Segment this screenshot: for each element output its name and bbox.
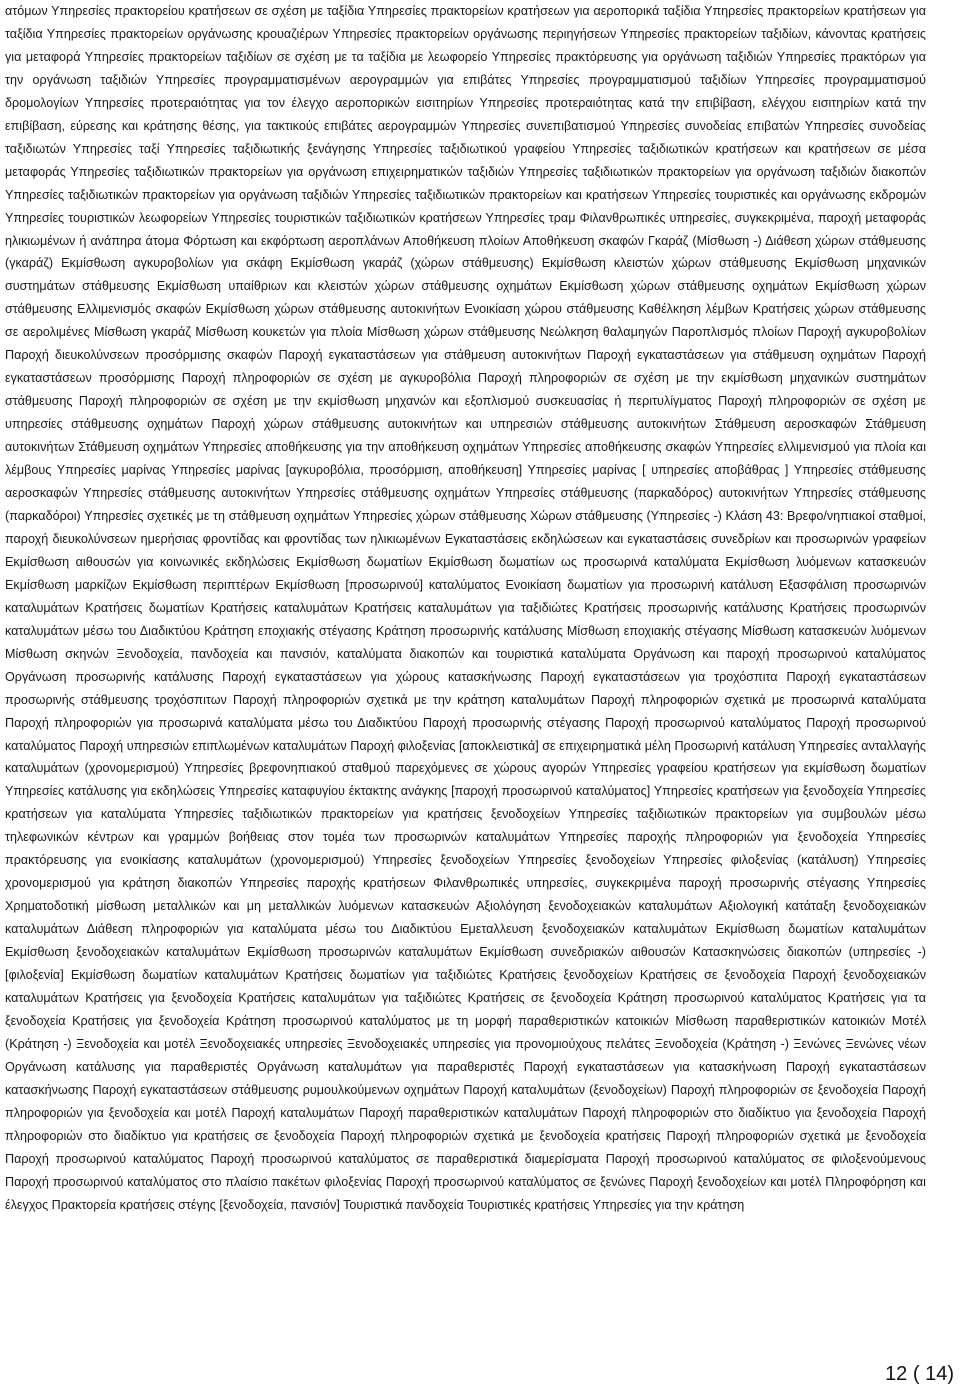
body-paragraph: ατόμων Υπηρεσίες πρακτορείου κρατήσεων σε σχέση με ταξίδια Υπηρεσίες πρακτορείων κρατήσεων για αεροπορικά ταξίδια Υπηρεσίες πρακτορείων κρατήσεων για ταξίδια Υπηρεσίες πρακτορείων οργάνωσης κρουαζιέρων Υπηρεσίες πρακτορείων οργάνωσης περιηγήσεων Υπηρεσίες πρακτορείων ταξιδίων, κάνοντας κρατήσεις για μεταφορά Υπηρεσίες πρακτορείων ταξιδίων σε σχέση με τα ταξίδια με λεωφορείο Υπηρεσίες πρακτόρευσης για οργάνωση ταξιδιών Υπηρεσίες πρακτόρων για την οργάνωση ταξιδιών Υπηρεσίες προγραμματισμένων αερογραμμών για επιβάτες Υπηρεσίες προγραμματισμού ταξιδίων Υπηρεσίες προγραμματισμού δρομολογίων Υπηρεσίες προτεραιότητας για τον έλεγχο αεροπορικών εισιτηρίων Υπηρεσίες προτεραιότητας κατά την επιβίβαση, ελέγχου εισιτηρίων κατά την επιβίβαση, εύρεσης και κράτησης θέσης, για τακτικούς επιβάτες αερογραμμών Υπηρεσίες συνεπιβατισμού Υπηρεσίες συνοδείας επιβατών Υπηρεσίες συνοδείας ταξιδιωτών Υπηρεσίες ταξί Υπηρεσίες ταξιδιωτικής ξενάγησης Υπηρεσίες ταξιδιωτικού γραφείου Υπηρεσίες ταξιδιωτικών κρατήσεων και κρατήσεων σε μέσα μεταφοράς Υπηρεσίες ταξιδιωτικών πρακτορείων για οργάνωση επιχειρηματικών ταξιδιών Υπηρεσίες ταξιδιωτικών πρακτορείων για οργάνωση ταξιδιών διακοπών Υπηρεσίες ταξιδιωτικών πρακτορείων για οργάνωση ταξιδιών Υπηρεσίες ταξιδιωτικών πρακτορείων και κρατήσεων Υπηρεσίες τουριστικές και οργάνωσης εκδρομών Υπηρεσίες τουριστικών λεωφορείων Υπηρεσίες τουριστικών ταξιδιωτικών κρατήσεων Υπηρεσίες τραμ Φιλανθρωπικές υπηρεσίες, συγκεκριμένα, παροχή μεταφοράς ηλικιωμένων ή ανάπηρα άτομα Φόρτωση και εκφόρτωση αεροπλάνων Αποθήκευση πλοίων Αποθήκευση σκαφών Γκαράζ (Μίσθωση -) Διάθεση χώρων στάθμευσης (γκαράζ) Εκμίσθωση αγκυροβολίων για σκάφη Εκμίσθωση γκαράζ (χώρων στάθμευσης) Εκμίσθωση κλειστών χώρων στάθμευσης Εκμίσθωση μηχανικών συστημάτων στάθμευσης Εκμίσθωση υπαίθριων και κλειστών χώρων στάθμευσης οχημάτων Εκμίσθωση χώρων στάθμευσης οχημάτων Εκμίσθωση χώρων στάθμευσης Ελλιμενισμός σκαφών Εκμίσθωση χώρων στάθμευσης αυτοκινήτων Ενοικίαση χώρου στάθμευσης Καθέλκηση λέμβων Κρατήσεις χώρων στάθμευσης σε αερολιμένες Μίσθωση γκαράζ Μίσθωση κουκετών για πλοία Μίσθωση χώρων στάθμευσης Νεώλκηση θαλαμηγών Παροπλισμός πλοίων Παροχή αγκυροβολίων Παροχή διευκολύνσεων προσόρμισης σκαφών Παροχή εγκαταστάσεων για στάθμευση αυτοκινήτων Παροχή εγκαταστάσεων για στάθμευση οχημάτων Παροχή εγκαταστάσεων προσόρμισης Παροχή πληροφοριών σε σχέση με αγκυροβόλια Παροχή πληροφοριών σε σχέση με την εκμίσθωση μηχανικών συστημάτων στάθμευσης Παροχή πληροφοριών σε σχέση με την εκμίσθωση μηχανών και εξοπλισμού συσκευασίας ή περιτυλίγματος Παροχή πληροφοριών σε σχέση με υπηρεσίες στάθμευσης οχημάτων Παροχή χώρων στάθμευσης αυτοκινήτων και υπηρεσιών στάθμευσης αυτοκινήτων Στάθμευση αεροσκαφών Στάθμευση αυτοκινήτων Στάθμευση οχημάτων Υπηρεσίες αποθήκευσης για την αποθήκευση οχημάτων Υπηρεσίες αποθήκευσης σκαφών Υπηρεσίες ελλιμενισμού για πλοία και λέμβους Υπηρεσίες μαρίνας Υπηρεσίες μαρίνας [αγκυροβόλια, προσόρμιση, αποθήκευση] Υπηρεσίες μαρίνας [ υπηρεσίες αποβάθρας ] Υπηρεσίες στάθμευσης αεροσκαφών Υπηρεσίες στάθμευσης αυτοκινήτων Υπηρεσίες στάθμευσης οχημάτων Υπηρεσίες στάθμευσης (παρκαδόρος) αυτοκινήτων Υπηρεσίες στάθμευσης (παρκαδόροι) Υπηρεσίες σχετικές με τη στάθμευση οχημάτων Υπηρεσίες χώρων στάθμευσης Χώρων στάθμευσης (Υπηρεσίες -) Κλάση 43: Βρεφο/νηπιακοί σταθμοί, παροχή διευκολύνσεων ημερήσιας φροντίδας και φροντίδας των ηλικιωμένων Εγκαταστάσεις εκδηλώσεων και εγκαταστάσεις συνεδρίων και προσωρινών γραφείων Εκμίσθωση αιθουσών για κοινωνικές εκδηλώσεις Εκμίσθωση δωματίων Εκμίσθωση δωματίων ως προσωρινά καταλύματα Εκμίσθωση λυόμενων κατασκευών Εκμίσθωση μαρκίζων Εκμίσθωση περιπτέρων Εκμίσθωση [προσωρινού] καταλύματος Ενοικίαση δωματίων για προσωρινή κατάλυση Εξασφάλιση προσωρινών καταλυμάτων Κρατήσεις δωματίων Κρατήσεις καταλυμάτων Κρατήσεις καταλυμάτων για ταξιδιώτες Κρατήσεις προσωρινής κατάλυσης Κρατήσεις προσωρινών καταλυμάτων μέσω του Διαδικτύου Κράτηση εποχιακής στέγασης Κράτηση προσωρινής κατάλυσης Μίσθωση εποχιακής στέγασης Μίσθωση κατασκευών λυόμενων Μίσθωση σκηνών Ξενοδοχεία, πανδοχεία και πανσιόν, καταλύματα διακοπών και τουριστικά καταλύματα Οργάνωση και παροχή προσωρινού καταλύματος Οργάνωση προσωρινής κατάλυσης Παροχή εγκαταστάσεων για χώρους κατασκήνωσης Παροχή εγκαταστάσεων για τροχόσπιτα Παροχή εγκαταστάσεων προσωρινής στάθμευσης τροχόσπιτων Παροχή πληροφοριών σχετικά με την κράτηση καταλυμάτων Παροχή πληροφοριών σχετικά με προσωρινά καταλύματα Παροχή πληροφοριών για προσωρινά καταλύματα μέσω του Διαδικτύου Παροχή προσωρινής στέγασης Παροχή προσωρινού καταλύματος Παροχή προσωρινού καταλύματος Παροχή υπηρεσιών επιπλωμένων καταλυμάτων Παροχή φιλοξενίας [αποκλειστικά] σε επιχειρηματικά μέλη Προσωρινή κατάλυση Υπηρεσίες ανταλλαγής καταλυμάτων (χρονομερισμού) Υπηρεσίες βρεφονηπιακού σταθμού παρεχόμενες σε χώρους αγορών Υπηρεσίες γραφείου κρατήσεων για εκμίσθωση δωματίων Υπηρεσίες κατάλυσης για εκδηλώσεις Υπηρεσίες καταφυγίου έκτακτης ανάγκης [παροχή προσωρινού καταλύματος] Υπηρεσίες κρατήσεων για ξενοδοχεία Υπηρεσίες κρατήσεων για καταλύματα Υπηρεσίες ταξιδιωτικών πρακτορείων για κρατήσεις ξενοδοχείων Υπηρεσίες ταξιδιωτικών πρακτορείων για συμβουλών μέσω τηλεφωνικών κέντρων και γραμμών βοήθειας στον τομέα των προσωρινών καταλυμάτων Υπηρεσίες παροχής πληροφοριών για ξενοδοχεία Υπηρεσίες πρακτόρευσης για ενοικίασης καταλυμάτων (χρονομερισμού) Υπηρεσίες ξενοδοχείων Υπηρεσίες ξενοδοχείων Υπηρεσίες φιλοξενίας (κατάλυση) Υπηρεσίες χρονομερισμού για κράτηση διακοπών Υπηρεσίες παροχής κρατήσεων Φιλανθρωπικές υπηρεσίες, συγκεκριμένα παροχή προσωρινής στέγασης Υπηρεσίες Χρηματοδοτική μίσθωση μεταλλικών και μη μεταλλικών λυόμενων κατασκευών Αξιολόγηση ξενοδοχειακών καταλυμάτων Αξιολογική κατάταξη ξενοδοχειακών καταλυμάτων Διάθεση πληροφοριών για καταλύματα μέσω του Διαδικτύου Εμεταλλευση ξενοδοχειακών καταλυμάτων Εκμίσθωση δωματίων καταλυμάτων Εκμίσθωση ξενοδοχειακών καταλυμάτων Εκμίσθωση προσωρινών καταλυμάτων Εκμίσθωση συνεδριακών αιθουσών Κατασκηνώσεις διακοπών (υπηρεσίες -) [φιλοξενία] Εκμίσθωση δωματίων καταλυμάτων Κρατήσεις δωματίων για ταξιδιώτες Κρατήσεις ξενοδοχείων Κρατήσεις σε ξενοδοχεία Παροχή ξενοδοχειακών καταλυμάτων Κρατήσεις για ξενοδοχεία Κρατήσεις καταλυμάτων για ταξιδιώτες Κρατήσεις σε ξενοδοχεία Κράτηση προσωρινού καταλύματος Κρατήσεις για τα ξενοδοχεία Κρατήσεις για ξενοδοχεία Κράτηση προσωρινού καταλύματος με τη μορφή παραθεριστικών κατοικιών Μίσθωση παραθεριστικών κατοικιών Μοτέλ (Κράτηση -) Ξενοδοχεία και μοτέλ Ξενοδοχειακές υπηρεσίες Ξενοδοχειακές υπηρεσίες για προνομιούχους πελάτες Ξενοδοχεία (Κράτηση -) Ξενώνες Ξενώνες νέων Οργάνωση κατάλυσης για παραθεριστές Οργάνωση καταλυμάτων για παραθεριστές Παροχή εγκαταστάσεων για κατασκήνωση Παροχή εγκαταστάσεων κατασκήνωσης Παροχή εγκαταστάσεων στάθμευσης ρυμουλκούμενων οχημάτων Παροχή καταλυμάτων (ξενοδοχείων) Παροχή πληροφοριών σε ξενοδοχεία Παροχή πληροφοριών για ξενοδοχεία και μοτέλ Παροχή καταλυμάτων Παροχή παραθεριστικών καταλυμάτων Παροχή πληροφοριών στο διαδίκτυο για ξενοδοχεία Παροχή πληροφοριών στο διαδίκτυο για κρατήσεις σε ξενοδοχεία Παροχή πληροφοριών σχετικά με ξενοδοχεία κρατήσεις Παροχή πληροφοριών σχετικά με ξενοδοχεία Παροχή προσωρινού καταλύματος Παροχή προσωρινού καταλύματος σε παραθεριστικά διαμερίσματα Παροχή προσωρινού καταλύματος σε φιλοξενούμενους Παροχή προσωρινού καταλύματος στο πλαίσιο πακέτων φιλοξενίας Παροχή προσωρινού καταλύματος σε ξενώνες Παροχή ξενοδοχείων και μοτέλ Πληροφόρηση και έλεγχος Πρακτορεία κρατήσεις στέγης [ξενοδοχεία, πανσιόν] Τουριστικά πανδοχεία Τουριστικές κρατήσεις Υπηρεσίες για την κράτηση — [5, 4, 926, 1212]
document-page — [5, 0, 926, 1348]
page-number: 12 ( 14) — [885, 1363, 954, 1385]
